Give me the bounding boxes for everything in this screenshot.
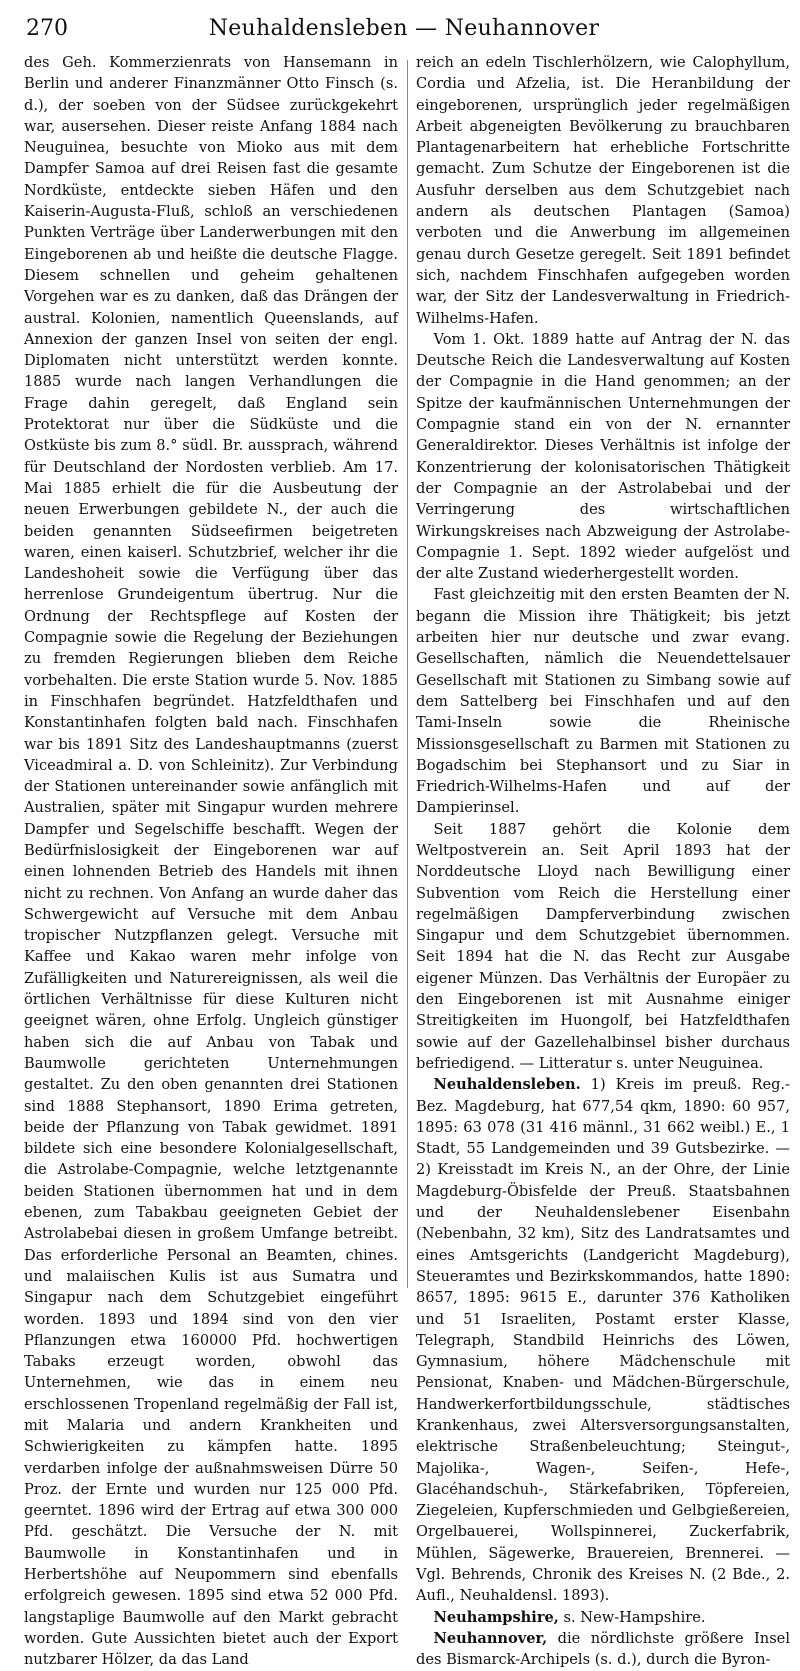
right-paragraph-2: Vom 1. Okt. 1889 hatte auf Antrag der N. das Deutsche Reich die Landesverwaltung auf Kosten der Compagnie in die Hand genommen; an der Spitze der kaufmännischen Unternehmungen der Compagnie stand ein von der N. ernannter Generaldirektor. Dieses Verhältnis ist infolge der Konzentrierung der kolonisatorischen Thätigkeit der Compagnie an der Astrolabebai und der Verringerung des wirtschaftlichen Wirkungskreises nach Abzweigung der Astrolabe-Compagnie 1. Sept. 1892 wieder aufgelöst und der alte Zustand wiederhergestellt worden.	[416, 330, 790, 583]
right-paragraph-1: reich an edeln Tischlerhölzern, wie Calophyllum, Cordia und Afzelia, ist. Die Heranbildung der eingeborenen, ursprünglich jeder regelmäßigen Arbeit abgeneigten Bevölkerung zu brauchbaren Plantagenarbeitern hat erhebliche Fortschritte gemacht. Zum Schutze der Eingeborenen ist die Ausfuhr derselben aus dem Schutzgebiet nach andern als deutschen Plantagen (Samoa) verboten und die Anwerbung im allgemeinen genau durch Gesetze geregelt. Seit 1891 befindet sich, nachdem Finschhafen aufgegeben worden war, der Sitz der Landesverwaltung in Friedrich-Wilhelms-Hafen.	[416, 54, 790, 327]
left-paragraph-1: des Geh. Kommerzienrats von Hansemann in Berlin und anderer Finanzmänner Otto Finsch (s. d.), der soeben von der Südsee zurückgekehrt war, ausersehen. Dieser reiste Anfang 1884 nach Neuguinea, besuchte von Mioko aus mit dem Dampfer Samoa auf drei Reisen fast die gesamte Nordküste, entdeckte sieben Häfen und den Kaiserin-Augusta-Fluß, schloß an verschiedenen Punkten Verträge über Landerwerbungen mit den Eingeborenen ab und heißte die deutsche Flagge. Diesem schnellen und geheim gehaltenen Vorgehen war es zu danken, daß das Drängen der austral. Kolonien, namentlich Queenslands, auf Annexion der ganzen Insel von seiten der engl. Diplomaten nicht unterstützt werden konnte. 1885 wurde nach langen Verhandlungen die Frage dahin geregelt, daß England sein Protektorat nur über die Südküste und die Ostküste bis zum 8.° südl. Br. aussprach, während für Deutschland der Nordosten verblieb. Am 17. Mai 1885 erhielt die für die Ausbeutung der neuen Erwerbungen gebildete N., der auch die beiden genannten Südseefirmen beigetreten waren, einen kaiserl. Schutzbrief, welcher ihr die Landeshoheit sowie die Verfügung über das herrenlose Grundeigentum übertrug. Nur die Ordnung der Rechtspflege auf Kosten der Compagnie sowie die Regelung der Beziehungen zu fremden Regierungen blieben dem Reiche vorbehalten. Die erste Station wurde 5. Nov. 1885 in Finschhafen begründet. Hatzfeldthafen und Konstantinhafen folgten bald nach. Finschhafen war bis 1891 Sitz des Landeshauptmanns (zuerst Viceadmiral a. D. von Schleinitz). Zur Verbindung der Stationen untereinander sowie anfänglich mit Australien, später mit Singapur wurden mehrere Dampfer und Segelschiffe beschafft. Wegen der Bedürfnislosigkeit der Eingeborenen war auf einen lohnenden Betrieb des Handels mit ihnen nicht zu rechnen. Von Anfang an wurde daher das Schwergewicht auf Versuche mit dem Anbau tropischer Nutzpflanzen gelegt. Versuche mit Kaffee und Kakao waren mehr infolge von Zufälligkeiten und Naturereignissen, als weil die örtlichen Verhältnisse für diese Kulturen nicht geeignet wären, ohne Erfolg. Ungleich günstiger haben sich die auf Anbau von Tabak und Baumwolle gerichteten Unternehmungen gestaltet. Zu den oben genannten drei Stationen sind 1888 Stephansort, 1890 Erima getreten, beide der Pflanzung von Tabak gewidmet. 1891 bildete sich eine besondere Kolonialgesellschaft, die Astrolabe-Compagnie, welche letztgenannte beiden Stationen übernommen hat und in dem ebenen, zum Tabakbau geeigneten Gebiet der Astrolabebai diesen in großem Umfange betreibt. Das erforderliche Personal an Beamten, chines. und malaiischen Kulis ist aus Sumatra und Singapur nach dem Schutzgebiet eingeführt worden. 1893 und 1894 sind von den vier Pflanzungen etwa 160000 Pfd. hochwertigen Tabaks erzeugt worden, obwohl das Unternehmen, wie das in einem neu erschlossenen Tropenland regelmäßig der Fall ist, mit Malaria und andern Krankheiten und Schwierigkeiten zu kämpfen hatte. 1895 verdarben infolge der außnahmsweisen Dürre 50 Proz. der Ernte und wurden nur 125 000 Pfd. geerntet. 1896 wird der Ertrag auf etwa 300 000 Pfd. geschätzt. Die Versuche der N. mit Baumwolle in Konstantinhafen und in Herbertshöhe auf Neupommern sind ebenfalls erfolgreich gewesen. 1895 sind etwa 52 000 Pfd. langstaplige Baumwolle auf den Markt gebracht worden. Gute Aussichten bietet auch der Export nutzbarer Hölzer, da das Land	[24, 54, 398, 1669]
column-divider	[407, 60, 408, 1288]
entry-headword: Neuhampshire,	[433, 1608, 559, 1626]
entry-headword: Neuhaldensleben.	[433, 1076, 581, 1094]
entry-neuhaldensleben	[416, 1074, 790, 1606]
page-header	[26, 10, 780, 46]
entry-body: s. New-Hampshire.	[558, 1608, 706, 1626]
entry-neuhannover	[416, 1628, 790, 1671]
right-paragraph-4: Seit 1887 gehört die Kolonie dem Weltpostverein an. Seit April 1893 hat der Norddeutsche Lloyd nach Bewilligung einer Subvention vom Reich die Herstellung einer regelmäßigen Dampferverbindung zwischen Singapur und dem Schutzgebiet übernommen. Seit 1894 hat die N. das Recht zur Ausgabe eigener Münzen. Das Verhältnis der Europäer zu den Eingeborenen ist mit Ausnahme einiger Streitigkeiten im Huongolf, bei Hatzfeldthafen sowie auf der Gazellehalbinsel bisher durchaus befriedigend. — Litteratur s. unter Neuguinea.	[416, 820, 790, 1072]
page-number: 270	[26, 15, 68, 41]
entry-neuhampshire	[416, 1607, 790, 1628]
entry-headword: Neuhannover,	[433, 1629, 548, 1647]
right-paragraph-3: Fast gleichzeitig mit den ersten Beamten der N. begann die Mission ihre Thätigkeit; bis jetzt arbeiten hier nur deutsche und zwar evang. Gesellschaften, nämlich die Neuendettelsauer Gesellschaft mit Stationen zu Simbang sowie auf dem Sattelberg bei Finschhafen und auf den Tami-Inseln sowie die Rheinische Missionsgesellschaft zu Barmen mit Stationen zu Bogadschim bei Stephansort und zu Siar in Friedrich-Wilhelms-Hafen und auf der Dampierinsel.	[416, 586, 790, 817]
running-title: Neuhaldensleben — Neuhannover	[208, 15, 600, 41]
left-column	[24, 52, 398, 1669]
entry-body: 1) Kreis im preuß. Reg.-Bez. Magdeburg, hat 677,54 qkm, 1890: 60 957, 1895: 63 078 (31 416 männl., 31 662 weibl.) E., 1 Stadt, 55 Landgemeinden und 39 Gutsbezirke. — 2) Kreisstadt im Kreis N., an der Ohre, der Linie Magdeburg-Öbisfelde der Preuß. Staatsbahnen und der Neuhaldenslebener Eisenbahn (Nebenbahn, 32 km), Sitz des Landratsamtes und eines Amtsgerichts (Landgericht Magdeburg), Steueramtes und Bezirkskommandos, hatte 1890: 8657, 1895: 9615 E., darunter 376 Katholiken und 51 Israeliten, Postamt erster Klasse, Telegraph, Standbild Heinrichs des Löwen, Gymnasium, höhere Mädchenschule mit Pensionat, Knaben- und Mädchen-Bürgerschule, Handwerkerfortbildungsschule, städtisches Krankenhaus, zwei Altersversorgungsanstalten, elektrische Straßenbeleuchtung; Steingut-, Majolika-, Wagen-, Seifen-, Hefe-, Glacéhandschuh-, Stärkefabriken, Töpfereien, Ziegeleien, Kupferschmieden und Gelbgießereien, Orgelbauerei, Wollspinnerei, Zuckerfabrik, Mühlen, Sägewerke, Brauereien, Brennerei. — Vgl. Behrends, Chronik des Kreises N. (2 Bde., 2. Aufl., Neuhaldensl. 1893).	[416, 1076, 790, 1605]
right-column	[416, 52, 790, 1669]
entry-body: die nördlichste größere Insel des Bismarck-Archipels (s. d.), durch die Byron-	[416, 1629, 790, 1669]
